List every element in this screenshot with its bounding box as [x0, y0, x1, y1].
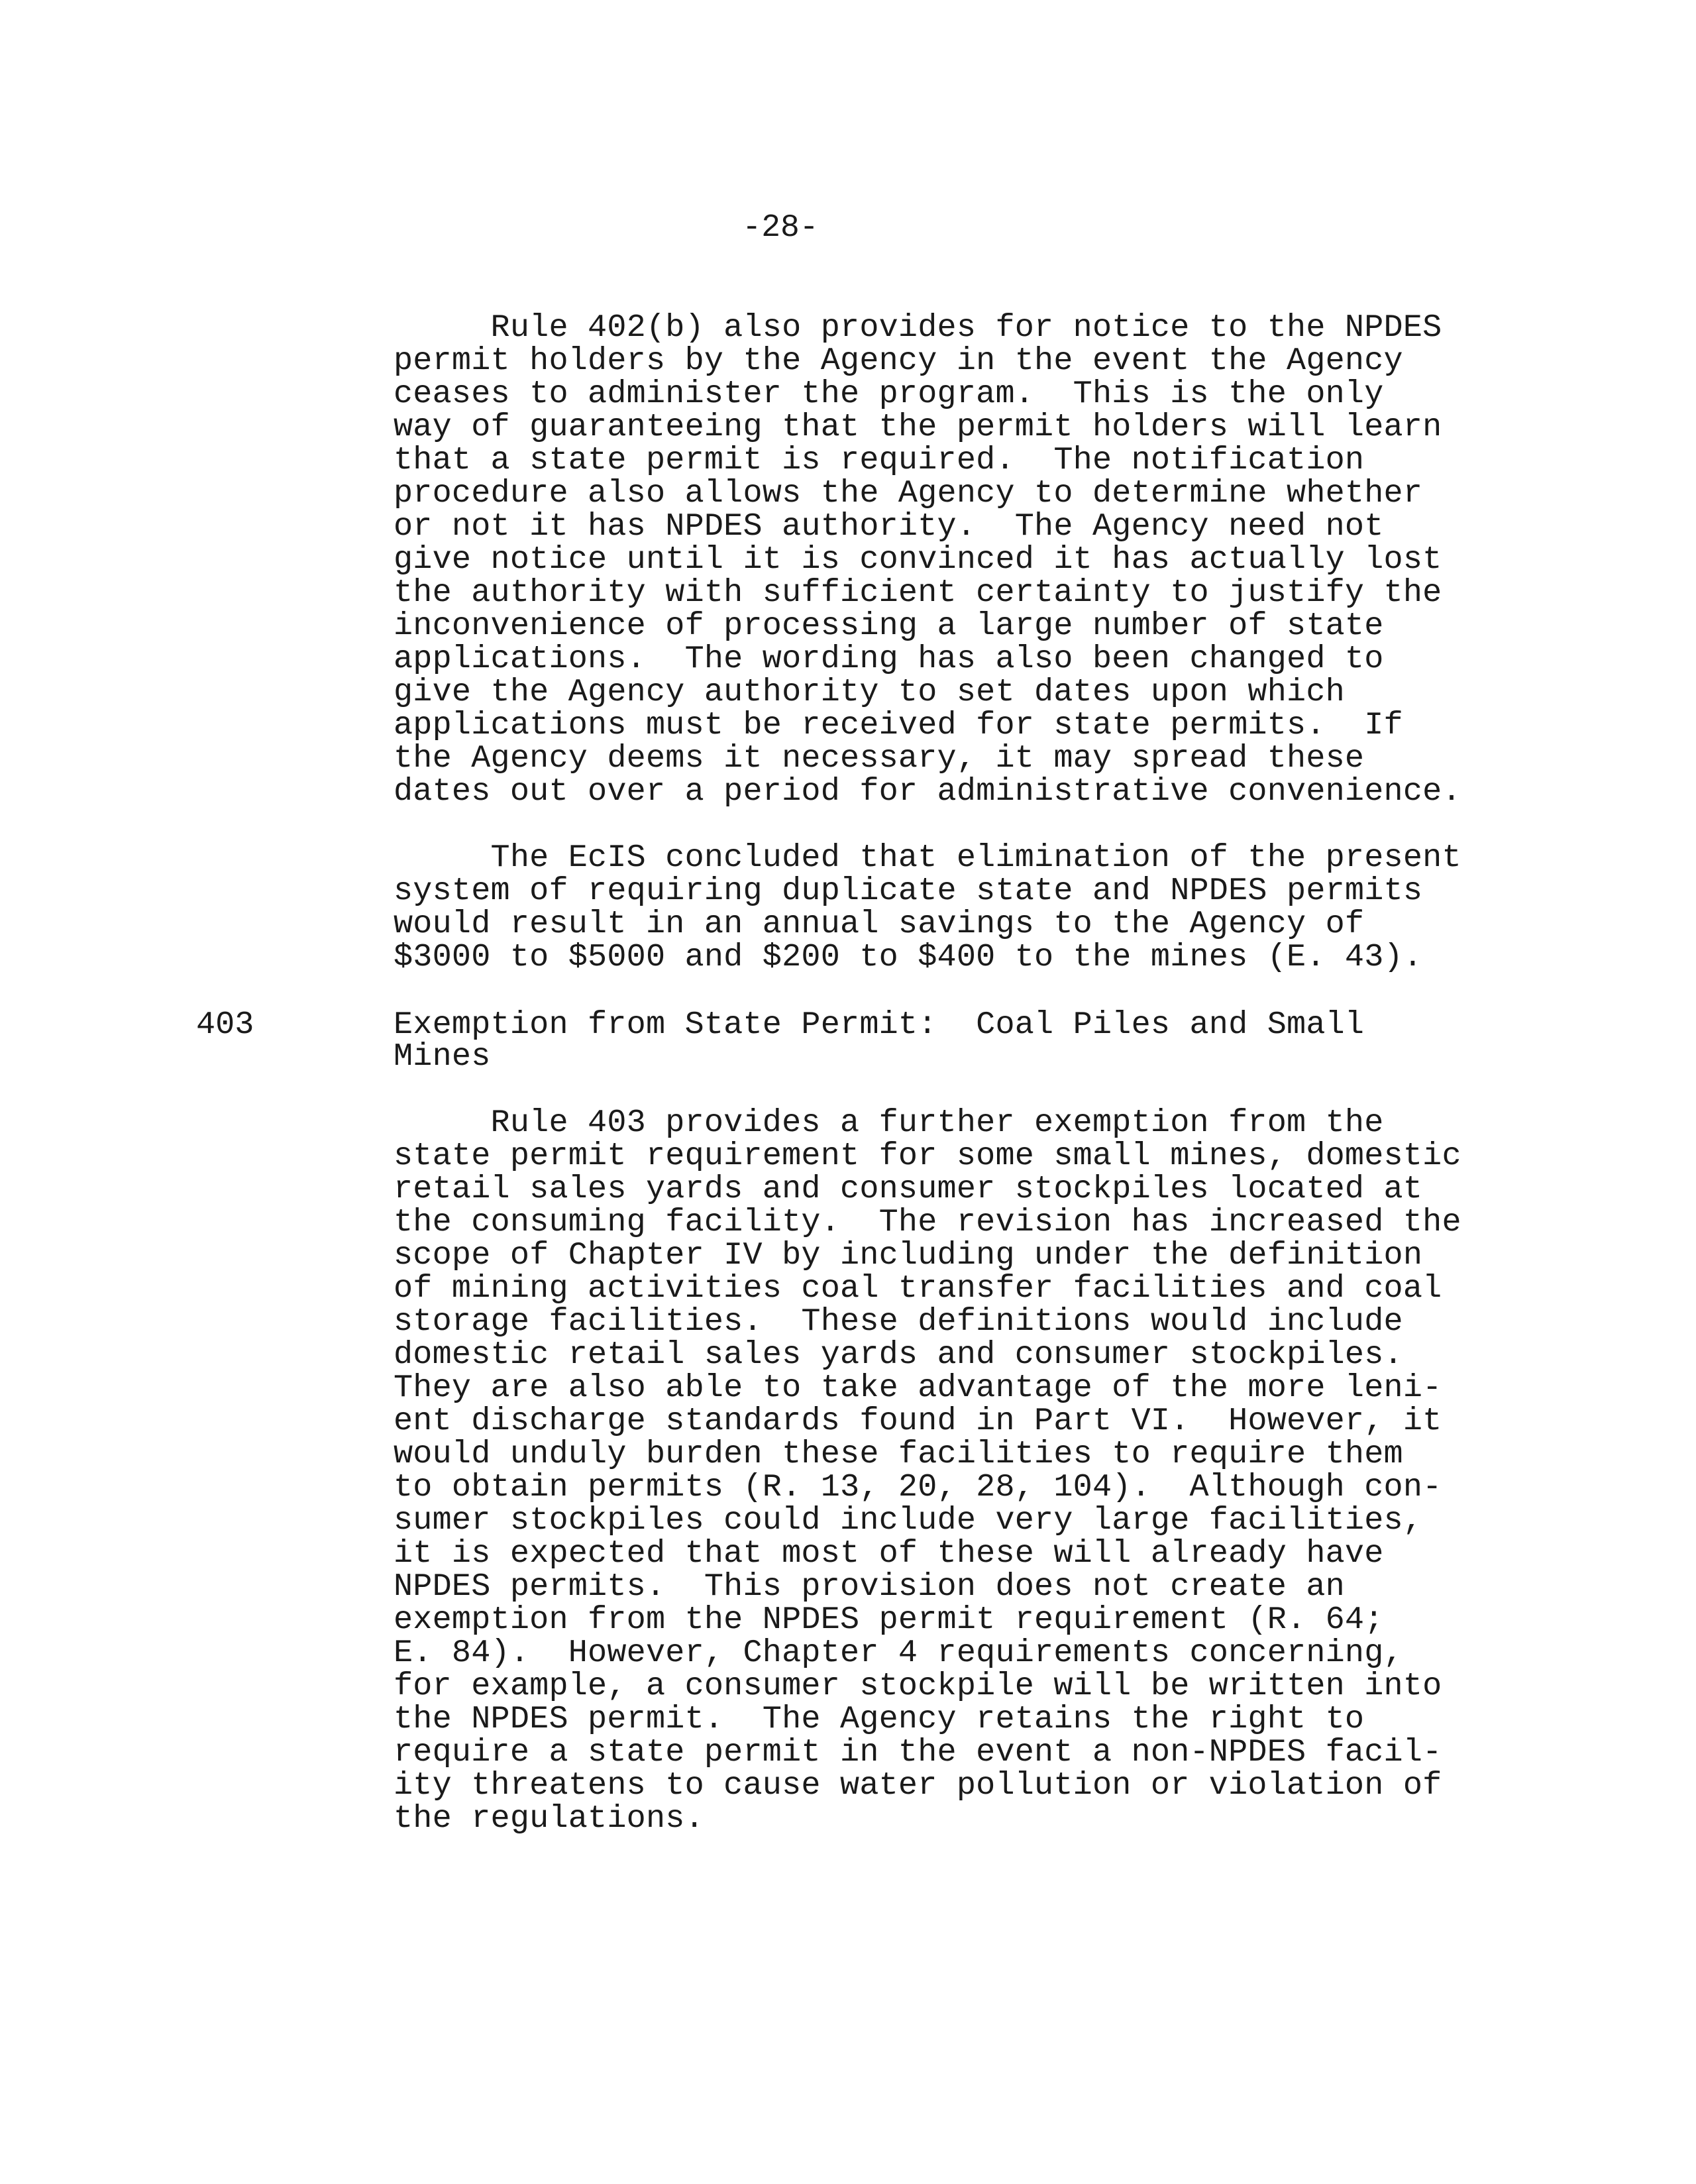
text-line: E. 84). However, Chapter 4 requirements concerning, [394, 1635, 1403, 1671]
text-line: applications. The wording has also been changed to [394, 641, 1384, 677]
text-line: or not it has NPDES authority. The Agency need not [394, 508, 1384, 545]
text-line: give the Agency authority to set dates upon which [394, 674, 1345, 710]
text-line: permit holders by the Agency in the event the Agency [394, 343, 1403, 379]
text-line: ity threatens to cause water pollution or violation of [394, 1767, 1442, 1804]
text-line: $3000 to $5000 and $200 to $400 to the mines (E. 43). [394, 939, 1423, 975]
text-line: They are also able to take advantage of the more leni- [394, 1370, 1442, 1406]
text-line: system of requiring duplicate state and NPDES permits [394, 873, 1423, 909]
text-line: way of guaranteeing that the permit holders will learn [394, 409, 1442, 445]
text-line: procedure also allows the Agency to determine whether [394, 475, 1423, 512]
text-line: would result in an annual savings to the Agency of [394, 906, 1365, 942]
text-line: require a state permit in the event a non-NPDES facil- [394, 1734, 1442, 1771]
text-line: the consuming facility. The revision has increased the [394, 1204, 1461, 1240]
text-line: Rule 403 provides a further exemption from the [394, 1105, 1384, 1141]
text-line: the regulations. [394, 1800, 704, 1837]
text-line: the authority with sufficient certainty to justify the [394, 574, 1442, 611]
text-line: of mining activities coal transfer facilities and coal [394, 1270, 1442, 1307]
section-number: 403 [196, 1007, 254, 1043]
text-line: give notice until it is convinced it has actually lost [394, 541, 1442, 578]
text-line: would unduly burden these facilities to require them [394, 1436, 1403, 1472]
text-line: NPDES permits. This provision does not create an [394, 1568, 1345, 1605]
text-line: dates out over a period for administrative convenience. [394, 773, 1461, 810]
page-number: -28- [742, 210, 819, 246]
text-line: ent discharge standards found in Part VI. However, it [394, 1403, 1442, 1439]
text-line: the Agency deems it necessary, it may spread these [394, 740, 1365, 777]
text-line: state permit requirement for some small mines, domestic [394, 1138, 1461, 1174]
text-line: Rule 402(b) also provides for notice to the NPDES [394, 309, 1442, 346]
text-line: The EcIS concluded that elimination of the present [394, 840, 1461, 876]
text-line: exemption from the NPDES permit requirement (R. 64; [394, 1602, 1384, 1638]
text-line: to obtain permits (R. 13, 20, 28, 104). Although con- [394, 1469, 1442, 1505]
text-line: that a state permit is required. The notification [394, 442, 1365, 478]
text-line: domestic retail sales yards and consumer stockpiles. [394, 1337, 1403, 1373]
text-line: retail sales yards and consumer stockpiles located at [394, 1171, 1423, 1207]
text-line: applications must be received for state permits. If [394, 707, 1403, 743]
heading-line: Mines [394, 1038, 491, 1075]
text-line: storage facilities. These definitions would include [394, 1303, 1403, 1340]
heading-line: Exemption from State Permit: Coal Piles and Small [394, 1007, 1365, 1043]
text-line: for example, a consumer stockpile will be written into [394, 1668, 1442, 1704]
text-line: it is expected that most of these will already have [394, 1535, 1384, 1572]
text-line: inconvenience of processing a large number of state [394, 608, 1384, 644]
text-line: ceases to administer the program. This is the only [394, 376, 1384, 412]
text-line: sumer stockpiles could include very large facilities, [394, 1502, 1423, 1539]
text-line: the NPDES permit. The Agency retains the right to [394, 1701, 1365, 1737]
text-line: scope of Chapter IV by including under the definition [394, 1237, 1423, 1274]
